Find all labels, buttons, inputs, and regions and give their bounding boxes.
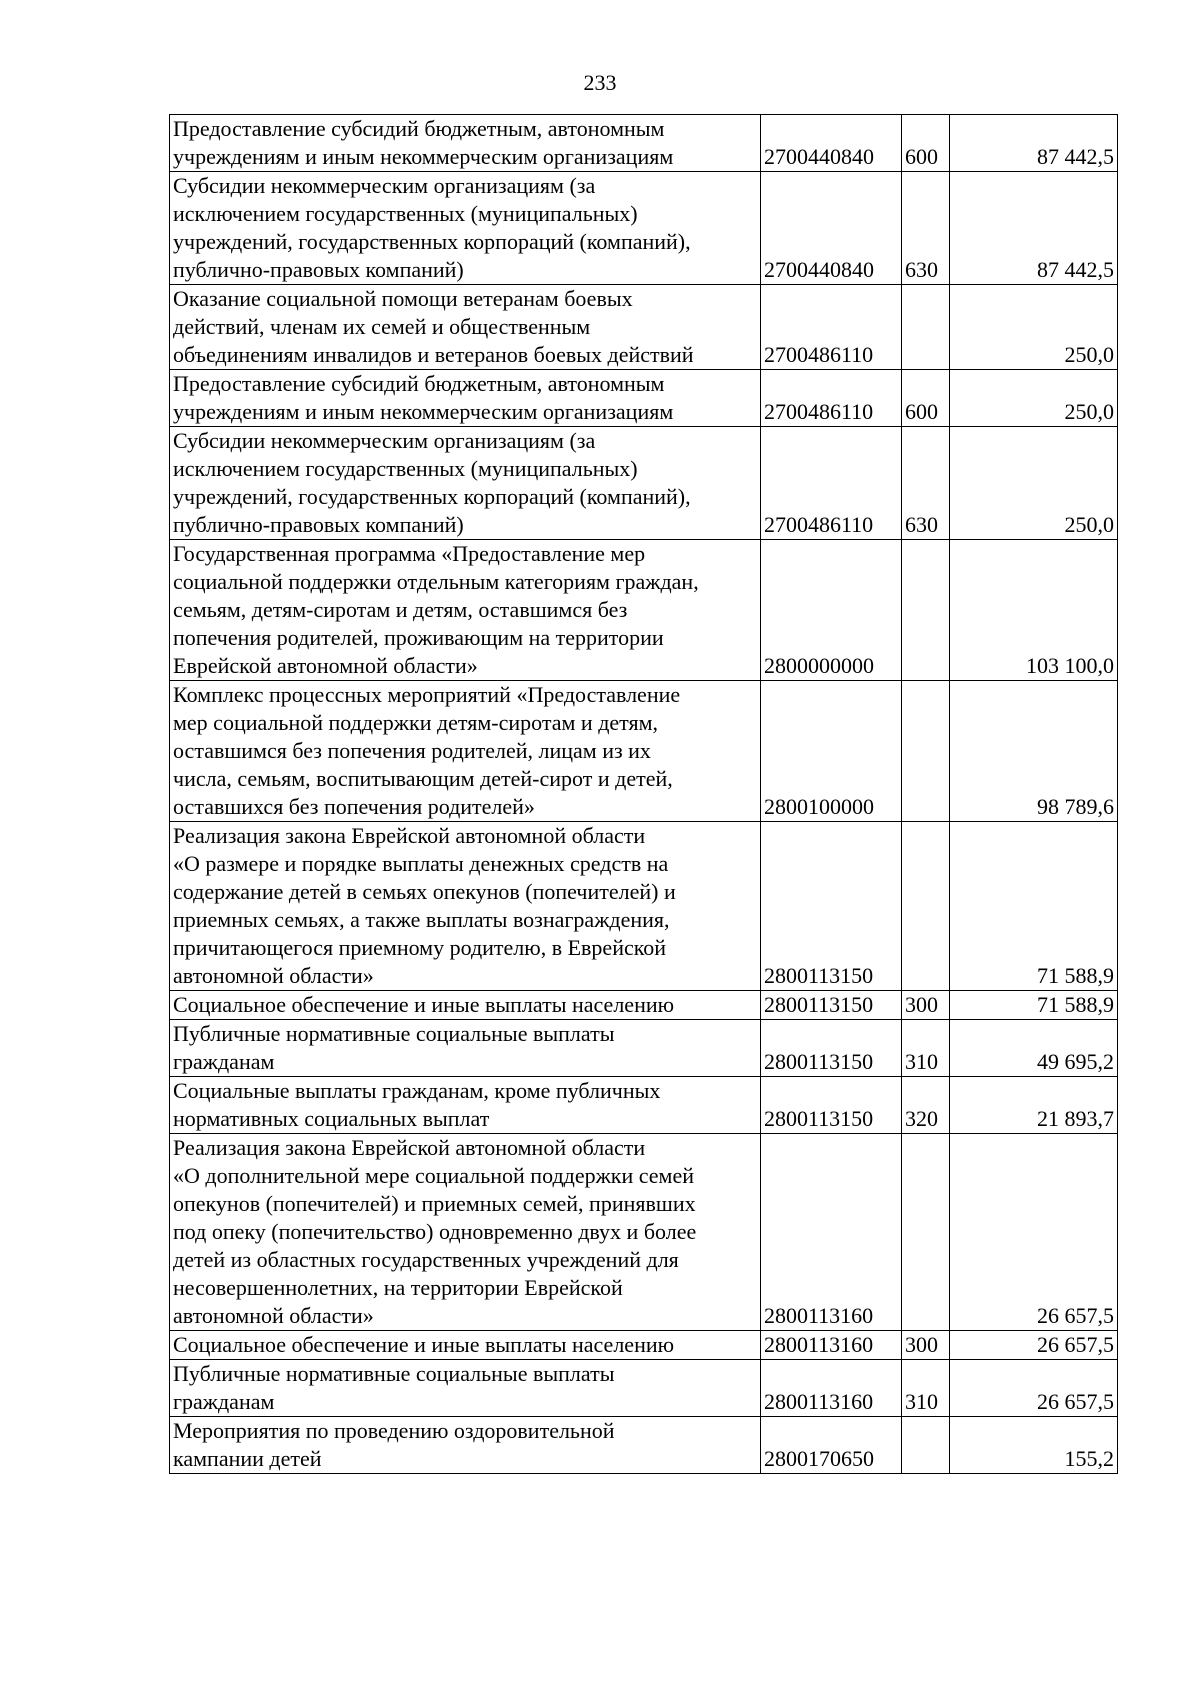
table-row bbox=[170, 172, 1118, 285]
expense-name-line: учреждений, государственных корпораций (компаний), bbox=[173, 484, 691, 509]
expense-name-cell bbox=[170, 1331, 761, 1360]
table-row bbox=[170, 1077, 1118, 1134]
amount-cell: 49 695,2 bbox=[950, 1020, 1118, 1077]
expense-name-cell bbox=[170, 1020, 761, 1077]
amount-cell: 87 442,5 bbox=[950, 115, 1118, 172]
expense-name-line: учреждениям и иным некоммерческим организациям bbox=[173, 144, 674, 169]
expense-name-cell bbox=[170, 540, 761, 681]
table-row bbox=[170, 822, 1118, 991]
table-row bbox=[170, 991, 1118, 1020]
expense-type-cell: 310 bbox=[902, 1020, 950, 1077]
expense-name-line: приемных семьях, а также выплаты вознаграждения, bbox=[173, 907, 670, 932]
expense-name-cell bbox=[170, 822, 761, 991]
target-code-cell: 2700440840 bbox=[761, 115, 902, 172]
target-code-cell: 2700440840 bbox=[761, 172, 902, 285]
expense-name-line: гражданам bbox=[173, 1049, 275, 1074]
expense-name-line: оставшимся без попечения родителей, лицам из их bbox=[173, 738, 651, 763]
expense-name-line: гражданам bbox=[173, 1389, 275, 1414]
page-number: 233 bbox=[583, 70, 617, 95]
target-code-cell: 2700486110 bbox=[761, 285, 902, 370]
expense-name-cell bbox=[170, 172, 761, 285]
expense-name-line: кампании детей bbox=[173, 1446, 322, 1471]
expense-type-cell: 600 bbox=[902, 370, 950, 427]
expense-name-line: оставшихся без попечения родителей» bbox=[173, 794, 535, 819]
expense-name-line: действий, членам их семей и общественным bbox=[173, 314, 591, 339]
budget-table bbox=[169, 114, 1118, 1474]
expense-name-cell bbox=[170, 681, 761, 822]
expense-name-cell bbox=[170, 1077, 761, 1134]
table-row bbox=[170, 427, 1118, 540]
expense-name-line: Социальное обеспечение и иные выплаты населению bbox=[173, 1332, 675, 1357]
target-code-cell: 2800113160 bbox=[761, 1331, 902, 1360]
table-row bbox=[170, 1020, 1118, 1077]
expense-name-line: публично-правовых компаний) bbox=[173, 512, 464, 537]
target-code-cell: 2800113150 bbox=[761, 822, 902, 991]
expense-type-cell bbox=[902, 285, 950, 370]
expense-name-line: объединениям инвалидов и ветеранов боевых действий bbox=[173, 342, 694, 367]
table-row bbox=[170, 370, 1118, 427]
table-row bbox=[170, 115, 1118, 172]
expense-type-cell: 600 bbox=[902, 115, 950, 172]
amount-cell: 87 442,5 bbox=[950, 172, 1118, 285]
expense-name-line: автономной области» bbox=[173, 1303, 374, 1328]
amount-cell: 71 588,9 bbox=[950, 991, 1118, 1020]
expense-type-cell: 630 bbox=[902, 172, 950, 285]
expense-name-line: Социальные выплаты гражданам, кроме публичных bbox=[173, 1078, 661, 1103]
target-code-cell: 2700486110 bbox=[761, 427, 902, 540]
expense-name-line: детей из областных государственных учреждений для bbox=[173, 1247, 679, 1272]
expense-name-line: семьям, детям-сиротам и детям, оставшимся без bbox=[173, 597, 628, 622]
expense-name-line: нормативных социальных выплат bbox=[173, 1106, 490, 1131]
expense-name-line: Реализация закона Еврейской автономной области bbox=[173, 1135, 646, 1160]
expense-name-line: Еврейской автономной области» bbox=[173, 653, 478, 678]
target-code-cell: 2800170650 bbox=[761, 1417, 902, 1474]
expense-name-line: исключением государственных (муниципальных) bbox=[173, 201, 638, 226]
target-code-cell: 2800100000 bbox=[761, 681, 902, 822]
expense-name-line: попечения родителей, проживающим на территории bbox=[173, 625, 664, 650]
expense-name-line: «О дополнительной мере социальной поддержки семей bbox=[173, 1163, 695, 1188]
expense-name-line: Комплекс процессных мероприятий «Предоставление bbox=[173, 682, 681, 707]
amount-cell: 26 657,5 bbox=[950, 1360, 1118, 1417]
amount-cell: 98 789,6 bbox=[950, 681, 1118, 822]
expense-name-line: публично-правовых компаний) bbox=[173, 257, 464, 282]
expense-type-cell bbox=[902, 1134, 950, 1331]
expense-name-line: социальной поддержки отдельным категориям граждан, bbox=[173, 569, 699, 594]
table-row bbox=[170, 285, 1118, 370]
expense-name-line: числа, семьям, воспитывающим детей-сирот и детей, bbox=[173, 766, 673, 791]
expense-name-line: учреждениям и иным некоммерческим организациям bbox=[173, 399, 674, 424]
expense-name-cell bbox=[170, 427, 761, 540]
expense-name-cell bbox=[170, 115, 761, 172]
expense-type-cell: 310 bbox=[902, 1360, 950, 1417]
amount-cell: 250,0 bbox=[950, 285, 1118, 370]
expense-name-line: автономной области» bbox=[173, 963, 374, 988]
expense-name-cell bbox=[170, 1417, 761, 1474]
expense-name-line: Реализация закона Еврейской автономной области bbox=[173, 823, 646, 848]
budget-table-body bbox=[170, 115, 1118, 1474]
expense-name-line: Предоставление субсидий бюджетным, автономным bbox=[173, 371, 665, 396]
table-row bbox=[170, 681, 1118, 822]
expense-type-cell bbox=[902, 822, 950, 991]
amount-cell: 250,0 bbox=[950, 370, 1118, 427]
expense-name-line: Социальное обеспечение и иные выплаты населению bbox=[173, 992, 675, 1017]
expense-name-line: под опеку (попечительство) одновременно двух и более bbox=[173, 1219, 697, 1244]
expense-name-line: Субсидии некоммерческим организациям (за bbox=[173, 173, 596, 198]
expense-name-line: Предоставление субсидий бюджетным, автономным bbox=[173, 116, 665, 141]
expense-type-cell bbox=[902, 540, 950, 681]
table-row bbox=[170, 540, 1118, 681]
table-row bbox=[170, 1134, 1118, 1331]
expense-name-cell bbox=[170, 1134, 761, 1331]
target-code-cell: 2800000000 bbox=[761, 540, 902, 681]
table-row bbox=[170, 1417, 1118, 1474]
expense-name-cell bbox=[170, 370, 761, 427]
expense-name-line: Оказание социальной помощи ветеранам боевых bbox=[173, 286, 633, 311]
target-code-cell: 2800113150 bbox=[761, 1077, 902, 1134]
target-code-cell: 2800113160 bbox=[761, 1360, 902, 1417]
expense-name-line: Публичные нормативные социальные выплаты bbox=[173, 1361, 615, 1386]
expense-name-line: Субсидии некоммерческим организациям (за bbox=[173, 428, 596, 453]
amount-cell: 155,2 bbox=[950, 1417, 1118, 1474]
expense-name-line: содержание детей в семьях опекунов (попечителей) и bbox=[173, 879, 676, 904]
expense-name-line: причитающегося приемному родителю, в Еврейской bbox=[173, 935, 667, 960]
expense-type-cell: 300 bbox=[902, 1331, 950, 1360]
expense-name-line: опекунов (попечителей) и приемных семей, принявших bbox=[173, 1191, 696, 1216]
amount-cell: 26 657,5 bbox=[950, 1134, 1118, 1331]
expense-name-line: учреждений, государственных корпораций (компаний), bbox=[173, 229, 691, 254]
expense-name-cell bbox=[170, 1360, 761, 1417]
expense-type-cell: 630 bbox=[902, 427, 950, 540]
target-code-cell: 2800113150 bbox=[761, 1020, 902, 1077]
expense-type-cell bbox=[902, 1417, 950, 1474]
amount-cell: 250,0 bbox=[950, 427, 1118, 540]
expense-name-line: Государственная программа «Предоставление мер bbox=[173, 541, 646, 566]
target-code-cell: 2800113150 bbox=[761, 991, 902, 1020]
target-code-cell: 2700486110 bbox=[761, 370, 902, 427]
expense-name-line: исключением государственных (муниципальных) bbox=[173, 456, 638, 481]
expense-name-line: несовершеннолетних, на территории Еврейской bbox=[173, 1275, 623, 1300]
expense-name-line: мер социальной поддержки детям-сиротам и детям, bbox=[173, 710, 659, 735]
amount-cell: 71 588,9 bbox=[950, 822, 1118, 991]
expense-name-line: Публичные нормативные социальные выплаты bbox=[173, 1021, 615, 1046]
expense-type-cell: 320 bbox=[902, 1077, 950, 1134]
expense-name-line: «О размере и порядке выплаты денежных средств на bbox=[173, 851, 669, 876]
amount-cell: 26 657,5 bbox=[950, 1331, 1118, 1360]
expense-type-cell: 300 bbox=[902, 991, 950, 1020]
target-code-cell: 2800113160 bbox=[761, 1134, 902, 1331]
expense-name-cell bbox=[170, 991, 761, 1020]
expense-name-line: Мероприятия по проведению оздоровительной bbox=[173, 1418, 615, 1443]
amount-cell: 103 100,0 bbox=[950, 540, 1118, 681]
table-row bbox=[170, 1331, 1118, 1360]
expense-type-cell bbox=[902, 681, 950, 822]
table-row bbox=[170, 1360, 1118, 1417]
amount-cell: 21 893,7 bbox=[950, 1077, 1118, 1134]
expense-name-cell bbox=[170, 285, 761, 370]
